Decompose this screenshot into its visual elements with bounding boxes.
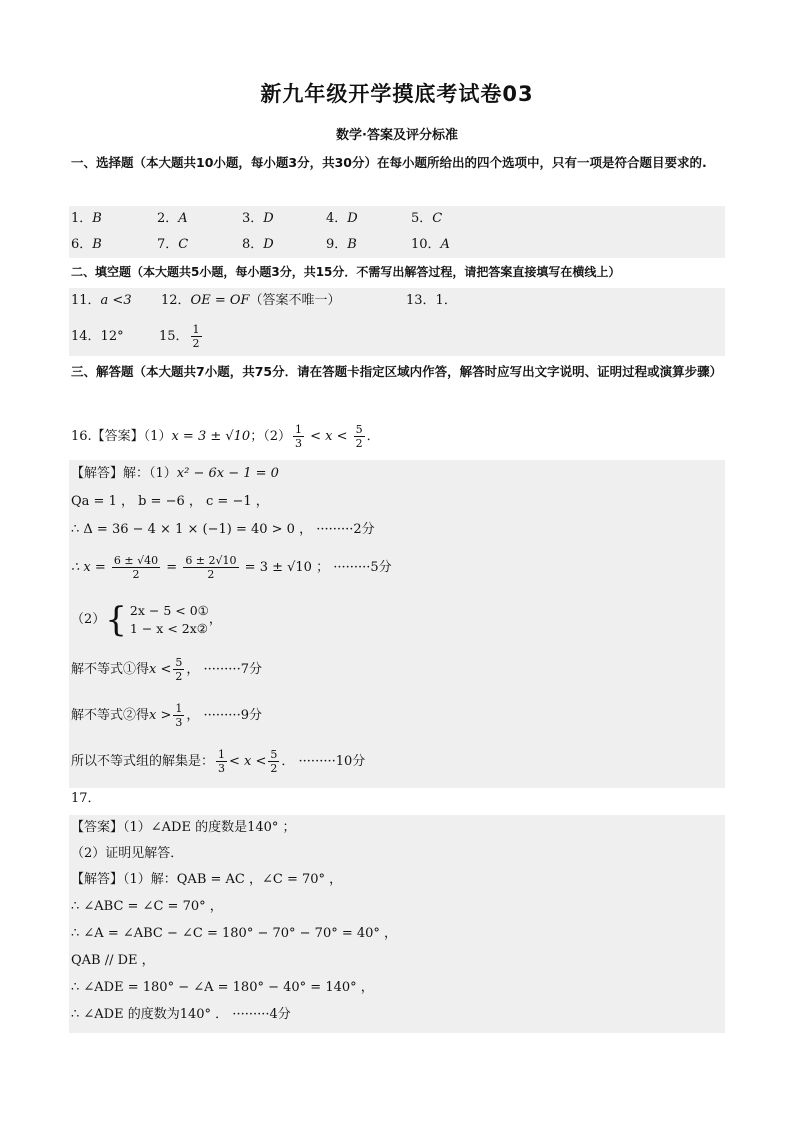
page-title: 新九年级开学摸底考试卷03 [260,82,534,106]
mc-answer-4: 4．D [326,211,358,226]
mc-answer-1: 1．B [71,211,102,226]
q17-solution-line-3: ∴ ∠A = ∠ABC − ∠C = 180° − 70° − 70° = 40° ， [71,926,398,941]
section-2-heading: 二、填空题（本大题共5小题，每小题3分，共15分．不需写出解答过程，请把答案直接填写在横线上） [71,265,621,279]
section-1-heading: 一、选择题（本大题共10小题，每小题3分，共30分）在每小题所给出的四个选项中，只有一项是符合题目要求的. [71,155,707,170]
q17-solution-line-6: ∴ ∠ADE 的度数为140° ． ·········4分 [71,1007,291,1022]
system-eq-2: 1 − x < 2x② [129,620,208,636]
q16-solution-line-8: 所以不等式组的解集是： $\frac{1}{3}$ < x < $\frac{5}{2}$ ． ·········10分 [71,748,366,775]
q17-answer-1: 【答案】（1）∠ADE 的度数是140° ； [71,820,296,835]
q16-solution-line-5: （2）{ 2x − 5 < 0① 1 − x < 2x② ， [71,599,222,640]
mc-answer-2: 2．A [157,211,188,226]
fill-answer-11: 11．a <3 [71,293,132,308]
page-subtitle: 数学·答案及评分标准 [336,128,458,143]
mc-answer-7: 7．C [157,237,189,252]
q16-solution-line-4: ∴ x = $\frac{6 \pm √40}{2}$ = $\frac{6 \pm 2√10}{2}$ = 3 ± √10 ； ·········5分 [71,554,392,581]
q17-solution-line-4: QAB // DE ， [71,953,155,968]
system-eq-1: 2x − 5 < 0① [129,602,209,618]
q17-answer-2: （2）证明见解答． [71,846,184,861]
fill-answer-14: 14．12° [71,329,124,344]
mc-answer-8: 8．D [242,237,274,252]
mc-answer-6: 6．B [71,237,102,252]
fill-answer-12: 12．OE = OF（答案不唯一） [161,293,341,308]
q16-solution-line-2: Qa = 1 ， b = −6 ， c = −1 ， [71,494,269,509]
section-3-heading: 三、解答题（本大题共7小题，共75分．请在答题卡指定区域内作答，解答时应写出文字说明、证明过程或演算步骤） [71,364,723,379]
q16-solution-line-7: 解不等式②得x > $\frac{1}{3}$ ， ·········9分 [71,702,262,729]
q17-solution-line-5: ∴ ∠ADE = 180° − ∠A = 180° − 40° = 140° ， [71,980,374,995]
mc-answer-10: 10．A [411,237,450,252]
fill-answer-13: 13．1． [406,293,457,308]
q17-label: 17． [71,791,101,806]
q16-solution-line-3: ∴ Δ = 36 − 4 × 1 × (−1) = 40 > 0 ， ·········2分 [71,522,375,537]
q17-solution-line-2: ∴ ∠ABC = ∠C = 70° ， [71,899,223,914]
mc-answer-3: 3．D [242,211,274,226]
q16-answer: 16.【答案】（1）x = 3 ± √10；（2） $\frac{1}{3}$ < x < $\frac{5}{2}$ ． [71,423,380,450]
q16-solution-line-6: 解不等式①得x < $\frac{5}{2}$ ， ·········7分 [71,656,262,683]
q16-solution-line-1: 【解答】解：（1）x² − 6x − 1 = 0 [71,466,279,481]
fill-answer-15: 15． $\frac{1}{2}$ [159,323,200,350]
q17-solution-line-1: 【解答】（1）解：QAB = AC ，∠C = 70° ， [71,872,343,887]
mc-answer-5: 5．C [411,211,443,226]
mc-answer-9: 9．B [326,237,357,252]
